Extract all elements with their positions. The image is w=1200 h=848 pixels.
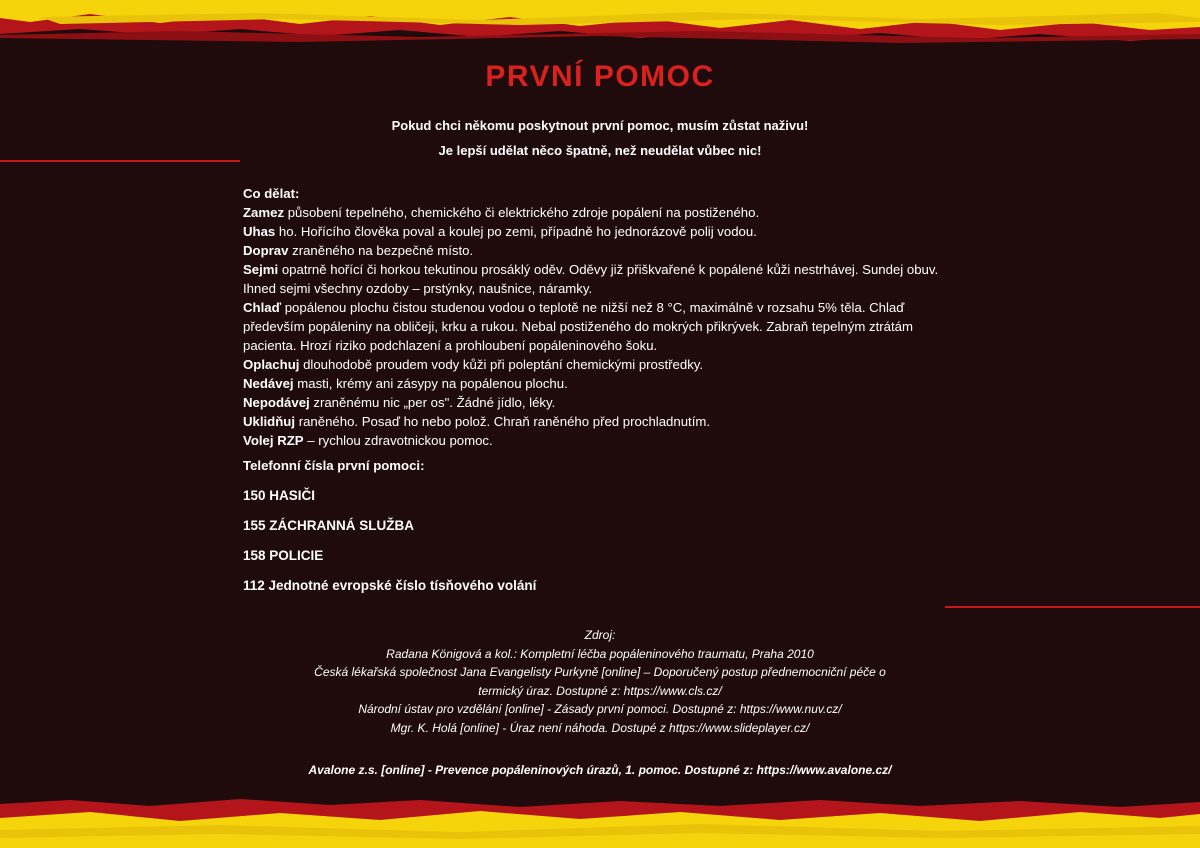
sources-block [240, 626, 960, 737]
phone-european-emergency: 112 Jednotné evropské číslo tísňového volání [243, 578, 537, 593]
instruction-sejmi [243, 260, 943, 298]
phone-police: 158 POLICIE [243, 548, 324, 563]
instruction-uklidnuj [243, 412, 943, 431]
final-source: Avalone z.s. [online] - Prevence popáleninových úrazů, 1. pomoc. Dostupné z: https://www.avalone.cz/ [308, 763, 892, 777]
instruction-verb: Oplachuj [243, 357, 300, 372]
instruction-text: opatrně hořící či horkou tekutinou prosáklý oděv. Oděvy již přiškvařené k popálené kůži nestrhávej. Sundej obuv. Ihned sejmi všechny ozdoby – prstýnky, naušnice, náramky. [243, 262, 939, 296]
instruction-text: působení tepelného, chemického či elektrického zdroje popálení na postiženého. [284, 205, 760, 220]
source-line: Národní ústav pro vzdělání [online] - Zásady první pomoci. Dostupné z: https://www.nuv.cz/ [358, 702, 842, 716]
instruction-verb: Nepodávej [243, 395, 310, 410]
instruction-volej-rzp [243, 431, 943, 450]
phone-ambulance: 155 ZÁCHRANNÁ SLUŽBA [243, 518, 415, 533]
instructions-heading: Co dělat: [243, 186, 300, 201]
subtitle-stay-alive: Pokud chci někomu poskytnout první pomoc, musím zůstat naživu! [391, 118, 809, 133]
instruction-oplachuj [243, 355, 943, 374]
instruction-verb: Uhas [243, 224, 276, 239]
instruction-text: ho. Hořícího člověka poval a koulej po zemi, případně ho jednorázově polij vodou. [275, 224, 757, 239]
instruction-text: zraněného na bezpečné místo. [288, 243, 474, 258]
instruction-verb: Zamez [243, 205, 285, 220]
subtitle-better-act: Je lepší udělat něco špatně, než neudělat vůbec nic! [438, 143, 762, 158]
instruction-verb: Chlaď [243, 300, 282, 315]
decorative-line-right [945, 606, 1200, 608]
top-brush-border [0, 0, 1200, 48]
instruction-uhas [243, 222, 943, 241]
instruction-verb: Uklidňuj [243, 414, 296, 429]
instruction-zamez [243, 203, 943, 222]
phone-firefighters: 150 HASIČI [243, 488, 316, 503]
instruction-text: raněného. Posaď ho nebo polož. Chraň raněného před prochladnutím. [295, 414, 711, 429]
instruction-verb: Volej RZP [243, 433, 304, 448]
instruction-text: – rychlou zdravotnickou pomoc. [303, 433, 493, 448]
bottom-brush-border [0, 798, 1200, 848]
decorative-line-left [0, 160, 240, 162]
source-line: Radana Königová a kol.: Kompletní léčba popáleninového traumatu, Praha 2010 [386, 646, 814, 661]
source-line: Česká lékařská společnost Jana Evangelisty Purkyně [online] – Doporučený postup přednemocniční péče o [314, 665, 886, 679]
instruction-text: masti, krémy ani zásypy na popálenou plochu. [293, 376, 568, 391]
instruction-verb: Nedávej [243, 376, 294, 391]
instructions-block [243, 184, 943, 595]
instruction-text: dlouhodobě proudem vody kůži při poleptání chemickými prostředky. [299, 357, 704, 372]
instruction-text: zraněnému nic „per os". Žádné jídlo, léky. [309, 395, 556, 410]
sources-label: Zdroj: [584, 628, 616, 642]
instruction-chlad [243, 298, 943, 355]
instruction-text: popálenou plochu čistou studenou vodou o teplotě ne nižší než 8 °C, maximálně v rozsahu 5% těla. Chlaď především popáleniny na obličeji, krku a rukou. Nebal postiženého do mokrých přikrývek. Zabraň tepelným ztrátám pacienta. Hrozí riziko podchlazení a prohloubení popáleninového šoku. [243, 300, 913, 353]
phones-heading: Telefonní čísla první pomoci: [243, 458, 425, 473]
instruction-nepodavej [243, 393, 943, 412]
page-title: PRVNÍ POMOC [485, 60, 715, 93]
instruction-verb: Sejmi [243, 262, 279, 277]
source-line: termický úraz. Dostupné z: https://www.cls.cz/ [478, 683, 722, 698]
instruction-verb: Doprav [243, 243, 289, 258]
instruction-nedavej [243, 374, 943, 393]
instruction-doprav [243, 241, 943, 260]
source-line: Mgr. K. Holá [online] - Úraz není náhoda. Dostupé z https://www.slideplayer.cz/ [390, 720, 810, 735]
